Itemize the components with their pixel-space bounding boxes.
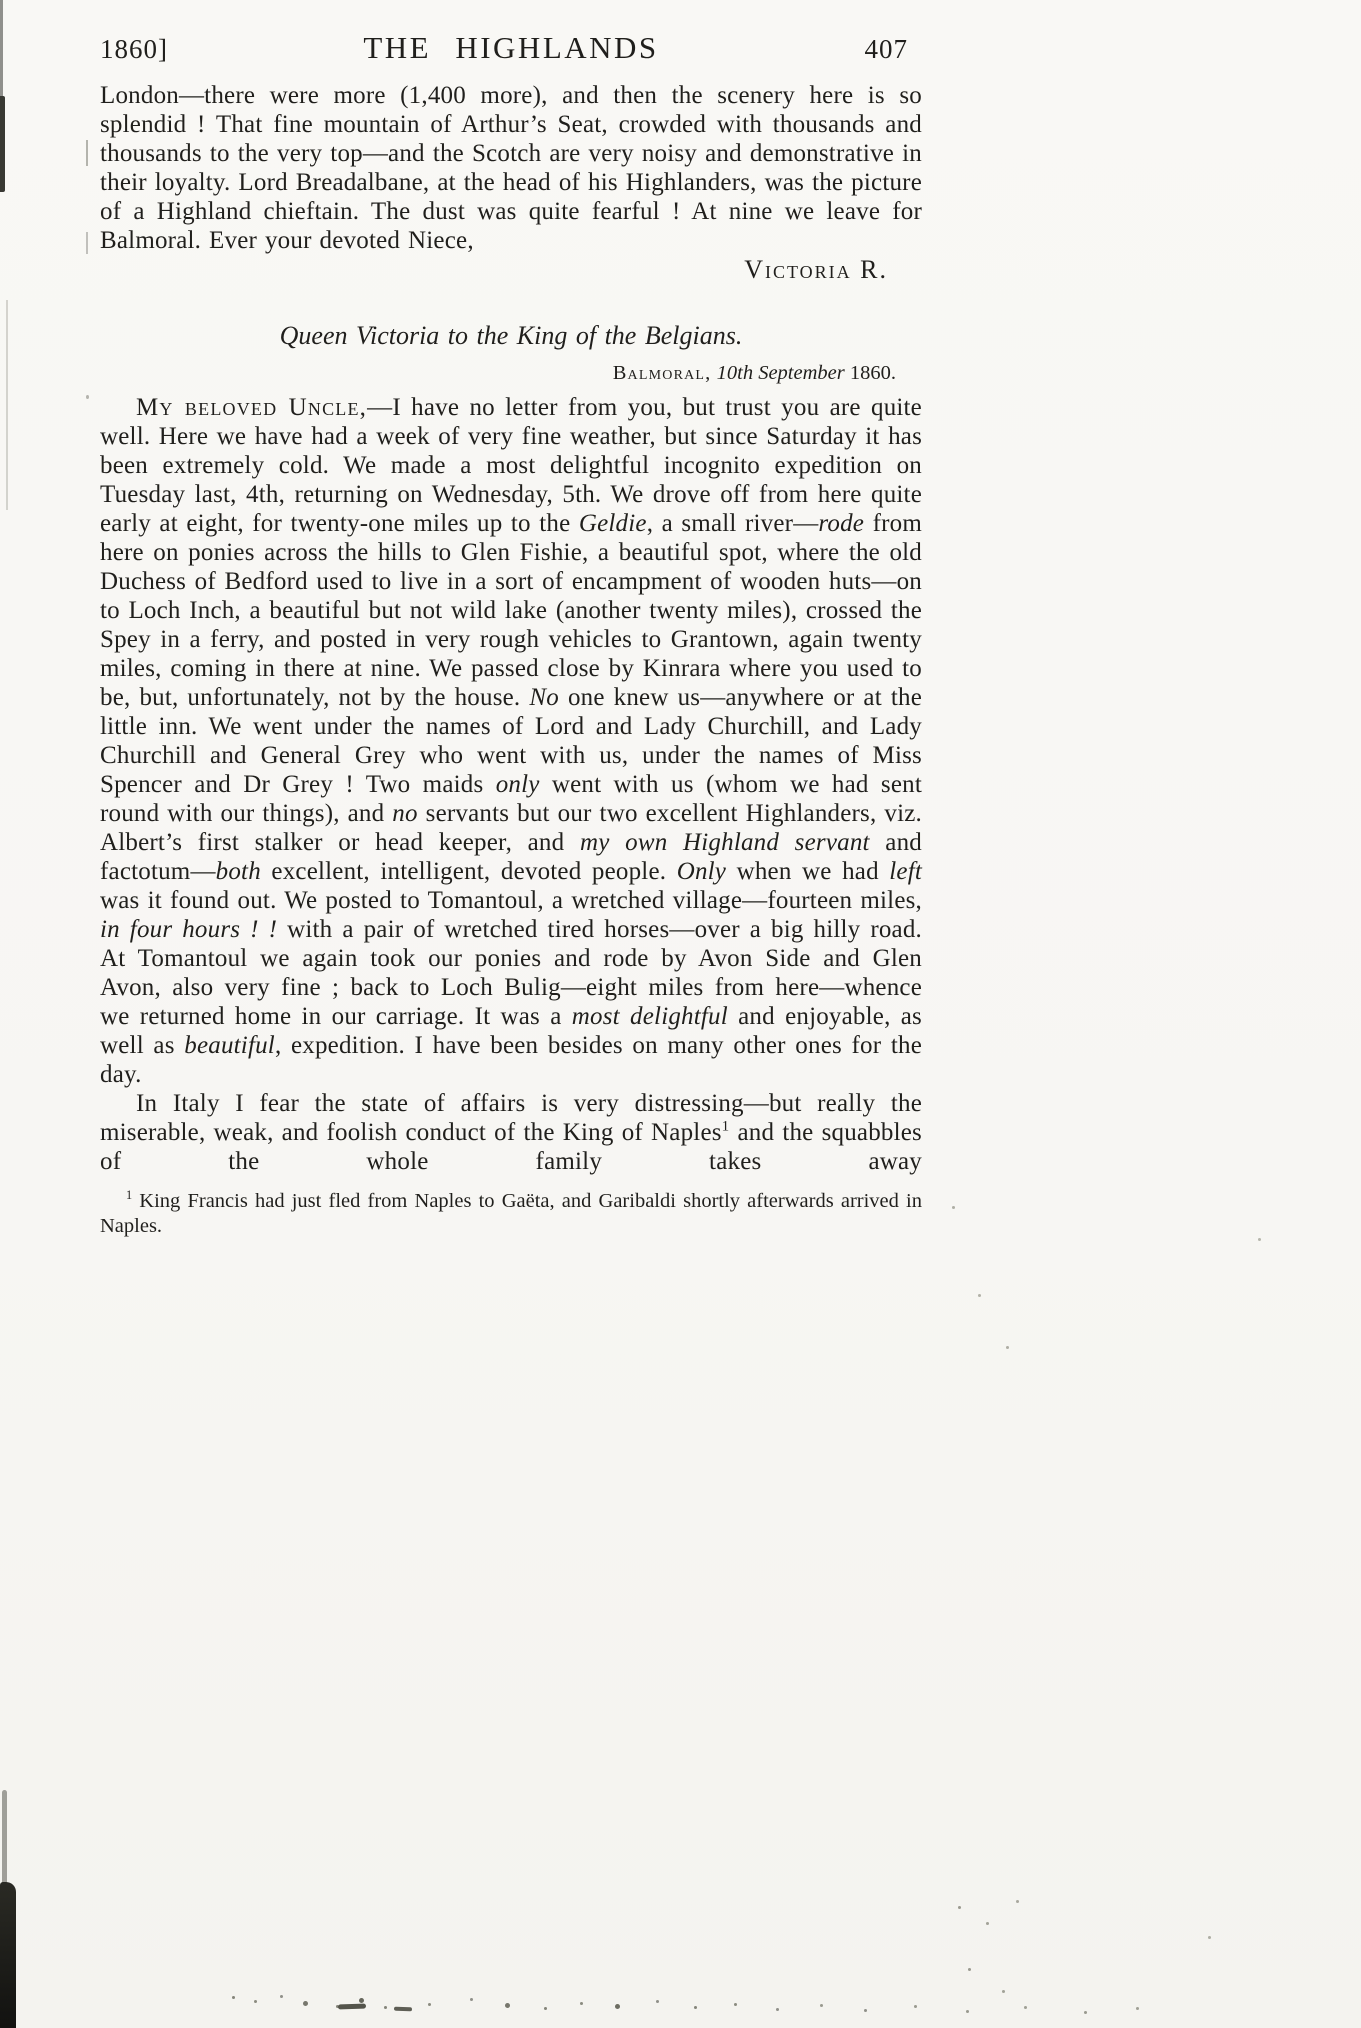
text-segment: rode [818, 510, 865, 537]
text-segment: and factotum— [100, 829, 923, 885]
text-segment: , expedition. I have been besides on many other ones for the day. [100, 1032, 922, 1088]
text-segment: both [215, 858, 261, 885]
text-segment: London—there were more (1,400 more), and then the scenery here is so splendid ! That fine mountain of Arthur’s Seat, crowded with thousands and thousands to the very top—and the Scotch are very noisy and demonstrative in their loyalty. Lord Breadalbane, at the head of his Highlanders, was the picture of a Highland chieftain. The dust was quite fearful ! At nine we leave for Balmoral. Ever your devoted Niece, [100, 82, 922, 254]
scan-artifact-speckle-trail [232, 1996, 235, 1999]
letter-dateline [100, 361, 922, 385]
letter-end-paragraph [100, 81, 922, 255]
header-title: THE HIGHLANDS [363, 30, 659, 65]
text-segment: most delightful [571, 1003, 728, 1030]
header-page-number: 407 [864, 34, 908, 64]
scan-artifact-smudge [338, 2004, 366, 2010]
text-segment: and the squabbles of the whole family takes away [100, 1119, 922, 1175]
text-segment: 1860. [844, 362, 896, 384]
letter-italy-paragraph [100, 1089, 922, 1176]
scan-artifact-margin-tick [86, 232, 88, 254]
text-segment: when we had [726, 858, 890, 885]
text-segment: left [889, 858, 922, 885]
text-segment: 1 [126, 1188, 133, 1203]
scan-artifact-margin-tick [86, 140, 88, 166]
scan-artifact-specks [958, 1906, 961, 1909]
text-segment: 1 [721, 1118, 730, 1135]
scan-artifact-margin-dot [86, 395, 89, 399]
scanned-book-page [100, 30, 922, 1239]
text-segment: —I have no letter from you, but trust you are quite well. Here we have had a week of very fine weather, but since Saturday it has been extremely cold. We made a most delightful incognito expedition on Tuesday last, 4th, returning on Wednesday, 5th. We drove off from here quite early at eight, for twenty-one miles up to the [100, 394, 922, 537]
footnote [100, 1189, 922, 1239]
text-segment: My beloved Uncle, [136, 394, 368, 421]
text-segment: one knew us—anywhere or at the little inn. We went under the names of Lord and Lady Churchill, and Lady Churchill and General Grey who went with us, under the names of Miss Spencer and Dr Grey ! Two maids [100, 684, 922, 798]
scan-artifact-corner-streak [2, 1790, 7, 1885]
header-year: 1860] [100, 34, 168, 64]
scan-artifact-left-faint-line [6, 300, 8, 510]
text-segment: with a pair of wretched tired horses—over a big hilly road. At Tomantoul we again took our ponies and rode by Avon Side and Glen Avon, also very fine ; back to Loch Bulig—eight miles from here—whence we returned home in our carriage. It was a [100, 916, 922, 1030]
scan-artifact-corner-blob [0, 1882, 16, 2028]
text-segment: beautiful [184, 1032, 275, 1059]
text-segment: only [495, 771, 540, 798]
page-header [100, 30, 922, 66]
text-segment: Balmoral, [612, 362, 712, 384]
letter-signature: Victoria R. [744, 255, 888, 284]
text-segment: , a small river— [646, 510, 819, 537]
text-segment: Geldie [578, 510, 647, 537]
text-segment: in four hours ! ! [100, 916, 278, 943]
text-segment: No [529, 684, 559, 711]
text-segment: excellent, intelligent, devoted people. [260, 858, 677, 885]
text-segment: In Italy I fear the state of affairs is very distressing—but really the miserable, weak, and foolish conduct of the King of Naples [100, 1090, 922, 1146]
text-segment: 10th September [716, 362, 845, 384]
scan-artifact-left-edge-mark [0, 96, 5, 192]
text-segment: no [392, 800, 418, 827]
text-segment: servants but our two excellent Highlanders, viz. Albert’s first stalker or head keeper, and [100, 800, 922, 856]
scan-artifact-smudge [394, 2007, 412, 2012]
text-segment: was it found out. We posted to Tomantoul, a wretched village—fourteen miles, [100, 887, 922, 914]
text-segment: my own Highland servant [579, 829, 870, 856]
scan-artifact-left-edge-line [0, 0, 3, 96]
text-segment: King Francis had just fled from Naples to Gaëta, and Garibaldi shortly afterwards arrived in Naples. [100, 1190, 922, 1237]
letter-body-paragraph [100, 393, 922, 1089]
text-segment: from here on ponies across the hills to Glen Fishie, a beautiful spot, where the old Duchess of Bedford used to live in a sort of encampment of wooden huts—on to Loch Inch, a beautiful but not wild lake (another twenty miles), crossed the Spey in a ferry, and posted in very rough vehicles to Grantown, again twenty miles, coming in there at nine. We passed close by Kinrara where you used to be, but, unfortunately, not by the house. [100, 510, 922, 711]
text-segment: went with us (whom we had sent round with our things), and [100, 771, 922, 827]
text-segment: Only [676, 858, 727, 885]
text-segment: and enjoyable, as well as [100, 1003, 922, 1059]
letter-heading: Queen Victoria to the King of the Belgians. [279, 321, 743, 350]
